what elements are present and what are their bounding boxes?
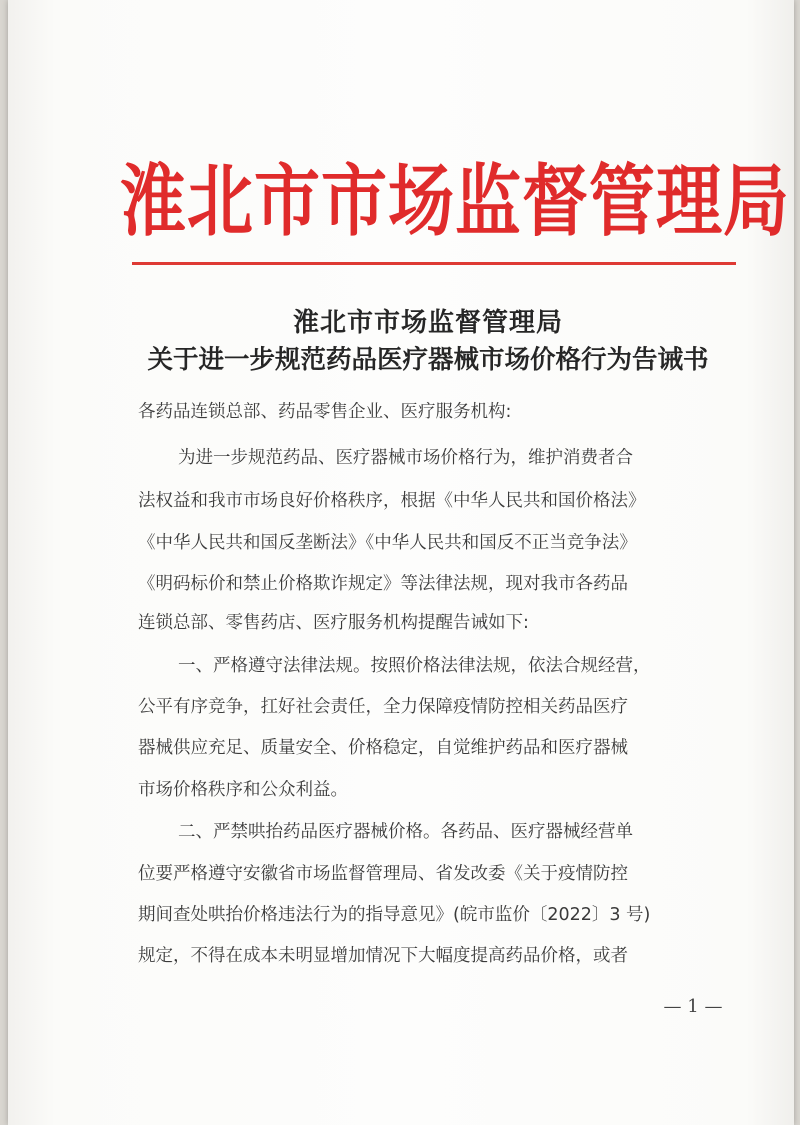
document-title-line-1: 淮北市市场监督管理局 xyxy=(292,308,563,338)
document-title-line-2: 关于进一步规范药品医疗器械市场价格行为告诫书 xyxy=(147,345,709,375)
letterhead-org-name: 淮北市市场监督管理局 xyxy=(120,154,790,248)
body-line: 规定，不得在成本未明显增加情况下大幅度提高药品价格，或者 xyxy=(138,946,628,966)
body-line: 器械供应充足、质量安全、价格稳定，自觉维护药品和医疗器械 xyxy=(138,738,628,758)
body-line: 《明码标价和禁止价格欺诈规定》等法律法规，现对我市各药品 xyxy=(138,574,628,594)
body-line: 公平有序竞争，扛好社会责任，全力保障疫情防控相关药品医疗 xyxy=(138,697,628,717)
body-line: 一、严格遵守法律法规。按照价格法律法规，依法合规经营， xyxy=(178,656,651,676)
body-line: 《中华人民共和国反垄断法》《中华人民共和国反不正当竞争法》 xyxy=(138,533,637,553)
body-line: 法权益和我市市场良好价格秩序，根据《中华人民共和国价格法》 xyxy=(138,491,646,511)
page-number: — 1 — xyxy=(663,996,723,1017)
body-line: 市场价格秩序和公众利益。 xyxy=(138,780,348,800)
body-line: 为进一步规范药品、医疗器械市场价格行为，维护消费者合 xyxy=(178,448,633,468)
body-line: 二、严禁哄抬药品医疗器械价格。各药品、医疗器械经营单 xyxy=(178,822,633,842)
document-page xyxy=(8,0,794,1125)
salutation: 各药品连锁总部、药品零售企业、医疗服务机构: xyxy=(138,402,512,422)
letterhead-red-rule xyxy=(132,262,736,265)
body-line: 位要严格遵守安徽省市场监督管理局、省发改委《关于疫情防控 xyxy=(138,864,628,884)
body-line: 连锁总部、零售药店、医疗服务机构提醒告诫如下: xyxy=(138,613,529,633)
body-line: 期间查处哄抬价格违法行为的指导意见》(皖市监价〔2022〕3 号) xyxy=(138,905,651,925)
